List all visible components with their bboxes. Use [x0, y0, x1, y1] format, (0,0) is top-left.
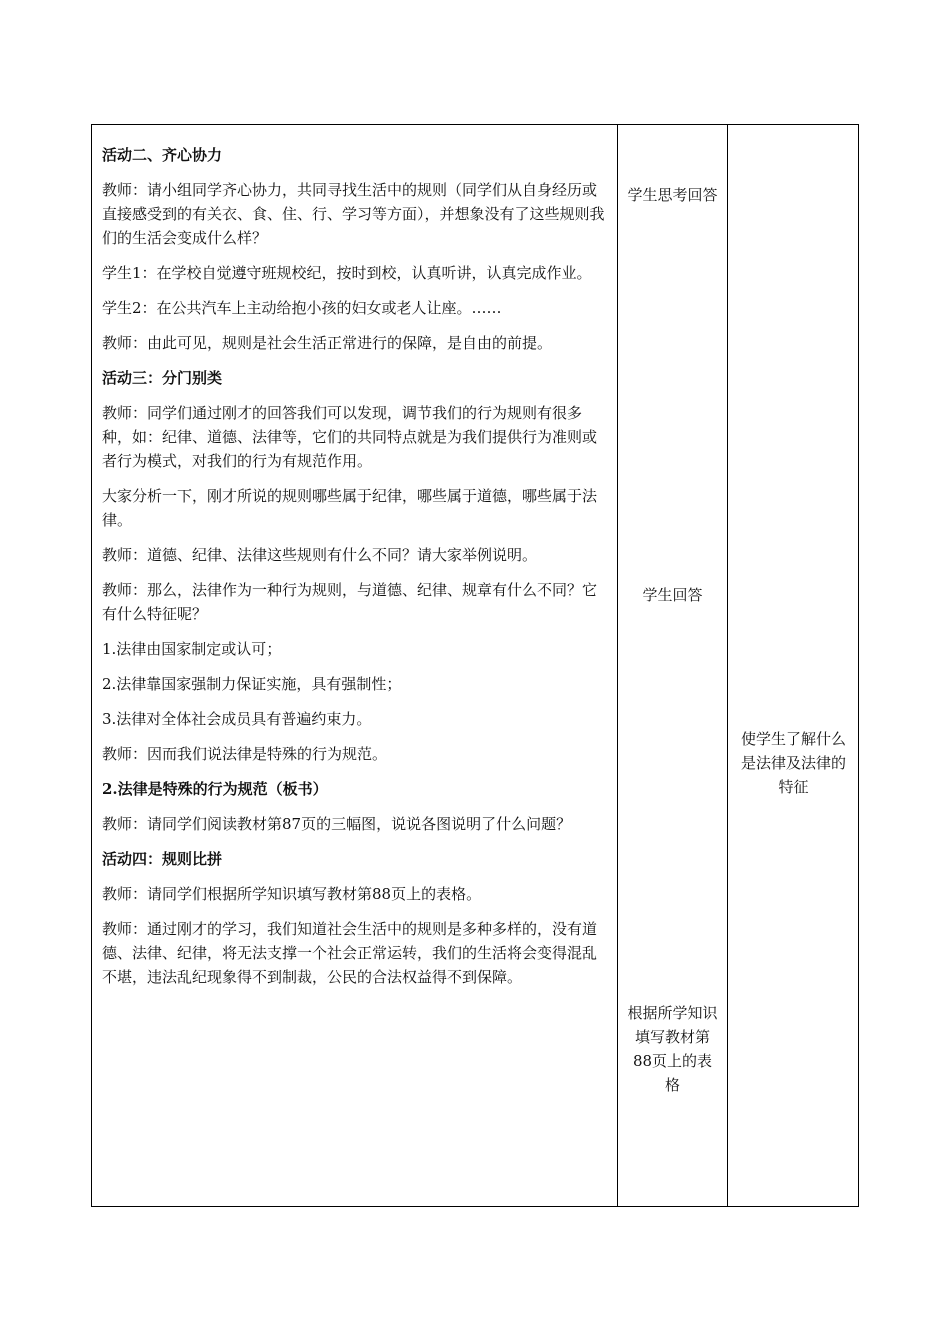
body-paragraph: 学生2：在公共汽车上主动给抱小孩的妇女或老人让座。……	[102, 299, 502, 317]
section-heading: 2.法律是特殊的行为规范（板书）	[102, 780, 328, 798]
section-heading: 活动二、齐心协力	[102, 146, 223, 164]
design-intent-note	[728, 727, 859, 799]
section-heading: 活动三：分门别类	[102, 369, 223, 387]
body-paragraph: 教师：请同学们阅读教材第87页的三幅图，说说各图说明了什么问题？	[102, 815, 572, 833]
design-intent-text: 使学生了解什么是法律及法律的特征	[740, 730, 846, 796]
body-paragraph: 2.法律靠国家强制力保证实施，具有强制性；	[102, 675, 402, 693]
body-paragraph: 教师：同学们通过刚才的回答我们可以发现，调节我们的行为规则有很多种，如：纪律、道德、法律等，它们的共同特点就是为我们提供行为准则或者行为模式，对我们的行为有规范作用。	[102, 404, 598, 470]
body-paragraph: 大家分析一下，刚才所说的规则哪些属于纪律，哪些属于道德，哪些属于法律。	[102, 487, 598, 529]
body-paragraph: 教师：请同学们根据所学知识填写教材第88页上的表格。	[102, 885, 482, 903]
body-paragraph: 教师：因而我们说法律是特殊的行为规范。	[102, 745, 388, 763]
student-note-text: 学生思考回答	[627, 186, 718, 204]
student-note-think-answer	[618, 183, 727, 207]
column-divider	[727, 125, 728, 1206]
student-note-text: 根据所学知识填写教材第88页上的表格	[627, 1004, 718, 1094]
body-paragraph: 教师：请小组同学齐心协力，共同寻找生活中的规则（同学们从自身经历或直接感受到的有关衣、食、住、行、学习等方面），并想象没有了这些规则我们的生活会变成什么样？	[102, 181, 605, 247]
student-note-fill-table	[618, 1001, 727, 1097]
section-heading: 活动四：规则比拼	[102, 850, 223, 868]
teaching-process-column	[92, 125, 617, 1206]
body-paragraph: 1.法律由国家制定或认可；	[102, 640, 282, 658]
body-paragraph: 教师：道德、纪律、法律这些规则有什么不同？请大家举例说明。	[102, 546, 538, 564]
body-paragraph: 教师：那么，法律作为一种行为规则，与道德、纪律、规章有什么不同？它有什么特征呢？	[102, 581, 598, 623]
body-paragraph: 学生1：在学校自觉遵守班规校纪，按时到校，认真听讲，认真完成作业。	[102, 264, 592, 282]
student-note-answer	[618, 583, 727, 607]
body-paragraph: 教师：通过刚才的学习，我们知道社会生活中的规则是多种多样的，没有道德、法律、纪律，将无法支撑一个社会正常运转，我们的生活将会变得混乱不堪，违法乱纪现象得不到制裁，公民的合法权益得不到保障。	[102, 920, 598, 986]
body-paragraph: 教师：由此可见，规则是社会生活正常进行的保障，是自由的前提。	[102, 334, 553, 352]
body-paragraph: 3.法律对全体社会成员具有普遍约束力。	[102, 710, 372, 728]
lesson-plan-table	[91, 124, 859, 1207]
student-note-text: 学生回答	[642, 586, 703, 604]
